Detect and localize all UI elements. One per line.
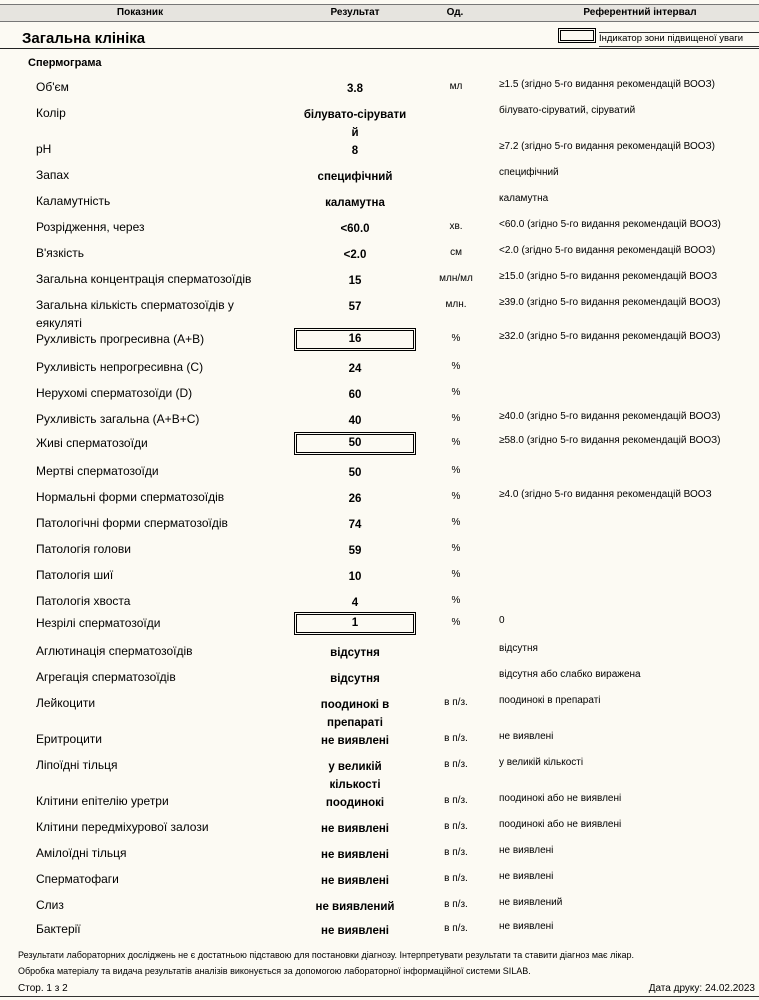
row-reference: каламутна — [499, 193, 549, 204]
row-name: Загальна кількість сперматозоїдів у еякуляті — [36, 298, 234, 330]
row-value: не виявлені — [321, 925, 389, 937]
footer-divider — [0, 996, 759, 997]
row-value: 15 — [348, 275, 362, 287]
row-value: 24 — [348, 363, 362, 375]
row-value: білувато-сірувати й — [303, 109, 407, 139]
row-unit: в п/з. — [444, 821, 468, 832]
attention-indicator-label: Індикатор зони підвищеної уваги — [599, 32, 759, 47]
row-value: <2.0 — [343, 249, 367, 261]
row-name: Патологічні форми сперматозоїдів — [36, 516, 228, 530]
row-reference: не виявлені — [499, 921, 554, 932]
row-reference: відсутня — [499, 643, 538, 654]
row-value: 10 — [348, 571, 362, 583]
section-title: Загальна клініка — [22, 30, 146, 47]
row-reference: ≥4.0 (згідно 5-го видання рекомендацій ВООЗ — [499, 489, 712, 500]
row-name: Патологія голови — [36, 542, 131, 556]
row-value: 40 — [348, 415, 362, 427]
row-name: Запах — [36, 168, 70, 182]
page-number: Стор. 1 з 2 — [18, 983, 68, 994]
row-value: відсутня — [330, 647, 380, 659]
row-unit: в п/з. — [444, 759, 468, 770]
row-reference: <2.0 (згідно 5-го видання рекомендацій ВООЗ) — [499, 245, 716, 256]
row-unit: % — [451, 569, 461, 580]
row-name: Патологія хвоста — [36, 594, 131, 608]
row-value: 59 — [348, 545, 362, 557]
header-name: Показник — [116, 7, 164, 18]
row-name: Слиз — [36, 898, 64, 912]
row-unit: % — [451, 543, 461, 554]
row-unit: в п/з. — [444, 873, 468, 884]
row-reference: поодинокі або не виявлені — [499, 793, 622, 804]
row-value: 8 — [351, 145, 359, 157]
row-name: Каламутність — [36, 194, 111, 208]
row-name: Загальна концентрація сперматозоїдів — [36, 272, 252, 286]
row-unit: млн/мл — [439, 273, 473, 284]
row-name: Патологія шиї — [36, 568, 114, 582]
header-ref: Референтний інтервал — [583, 7, 697, 18]
row-unit: в п/з. — [444, 899, 468, 910]
row-reference: ≥32.0 (згідно 5-го видання рекомендацій ВООЗ) — [499, 331, 721, 342]
footer-disclaimer: Результати лабораторних досліджень не є достатньою підставою для постановки діагнозу. Інтерпретувати результати та ставити діагноз має лікар. — [18, 950, 635, 960]
footer-system-note: Обробка матеріалу та видача результатів аналізів виконується за допомогою лабораторної інформаційної системи SILAB. — [18, 966, 531, 976]
row-reference: білувато-сіруватий, сіруватий — [499, 105, 636, 116]
row-name: Сперматофаги — [36, 872, 119, 886]
row-reference: <60.0 (згідно 5-го видання рекомендацій ВООЗ) — [499, 219, 721, 230]
row-name: Лейкоцити — [36, 696, 96, 710]
row-value: поодинокі в препараті — [320, 699, 390, 729]
row-name: Мертві сперматозоїди — [36, 464, 159, 478]
row-unit: см — [450, 247, 462, 258]
row-reference: поодинокі або не виявлені — [499, 819, 622, 830]
row-unit: % — [451, 413, 461, 424]
row-unit: % — [451, 491, 461, 502]
row-value: не виявлений — [315, 901, 395, 913]
row-value: 74 — [348, 519, 362, 531]
table-header — [0, 4, 759, 22]
row-reference: ≥1.5 (згідно 5-го видання рекомендацій ВООЗ) — [499, 79, 715, 90]
row-value: у великій кількості — [328, 761, 382, 791]
subsection-title: Спермограма — [28, 57, 102, 69]
row-unit: % — [451, 437, 461, 448]
row-value: не виявлені — [321, 849, 389, 861]
row-name: Рухливість непрогресивна (C) — [36, 360, 204, 374]
row-value: специфічний — [317, 171, 393, 183]
row-reference: не виявлені — [499, 731, 554, 742]
row-reference: не виявлені — [499, 845, 554, 856]
row-unit: млн. — [445, 299, 467, 310]
row-value: 50 — [348, 467, 362, 479]
row-reference: не виявлений — [499, 897, 563, 908]
row-name: Еритроцити — [36, 732, 102, 746]
row-name: Рухливість загальна (A+B+C) — [36, 412, 200, 426]
row-reference: ≥15.0 (згідно 5-го видання рекомендацій ВООЗ — [499, 271, 718, 282]
row-value: <60.0 — [340, 223, 370, 235]
row-value-flagged: 16 — [294, 328, 416, 351]
row-reference: ≥39.0 (згідно 5-го видання рекомендацій ВООЗ) — [499, 297, 721, 308]
row-name: В'язкість — [36, 246, 84, 260]
row-name: Живі сперматозоїди — [36, 436, 148, 450]
row-name: Бактерії — [36, 922, 81, 936]
row-reference: поодинокі в препараті — [499, 695, 601, 706]
row-value-flagged: 1 — [294, 612, 416, 635]
row-name: Об'єм — [36, 80, 69, 94]
row-value: не виявлені — [321, 823, 389, 835]
row-name: Аглютинація сперматозоїдів — [36, 644, 193, 658]
row-value: 60 — [348, 389, 362, 401]
header-unit: Од. — [446, 7, 464, 18]
print-date: Дата друку: 24.02.2023 — [648, 983, 755, 994]
row-reference: не виявлені — [499, 871, 554, 882]
row-unit: в п/з. — [444, 795, 468, 806]
row-name: Амілоїдні тільця — [36, 846, 127, 860]
row-name: Клітини епітелію уретри — [36, 794, 169, 808]
row-unit: % — [451, 361, 461, 372]
row-value: відсутня — [330, 673, 380, 685]
row-unit: % — [451, 617, 461, 628]
row-unit: % — [451, 595, 461, 606]
row-value: не виявлені — [321, 735, 389, 747]
row-reference: ≥58.0 (згідно 5-го видання рекомендацій ВООЗ) — [499, 435, 721, 446]
row-unit: % — [451, 517, 461, 528]
row-unit: в п/з. — [444, 733, 468, 744]
row-name: Рухливість прогресивна (A+B) — [36, 332, 205, 346]
row-reference: відсутня або слабко виражена — [499, 669, 641, 680]
row-value: каламутна — [325, 197, 385, 209]
row-value: не виявлені — [321, 875, 389, 887]
row-reference: ≥40.0 (згідно 5-го видання рекомендацій ВООЗ) — [499, 411, 721, 422]
row-unit: % — [451, 387, 461, 398]
row-reference: 0 — [499, 615, 505, 626]
row-value: 26 — [348, 493, 362, 505]
header-result: Результат — [330, 7, 380, 18]
row-value: поодинокі — [325, 797, 385, 809]
row-reference: ≥7.2 (згідно 5-го видання рекомендацій ВООЗ) — [499, 141, 715, 152]
row-unit: хв. — [449, 221, 463, 232]
row-name: Нормальні форми сперматозоїдів — [36, 490, 225, 504]
row-unit: % — [451, 333, 461, 344]
row-name: Колір — [36, 106, 66, 120]
row-value-flagged: 50 — [294, 432, 416, 455]
row-unit: % — [451, 465, 461, 476]
row-unit: в п/з. — [444, 847, 468, 858]
row-name: Агрегація сперматозоїдів — [36, 670, 176, 684]
row-value: 57 — [348, 301, 362, 313]
row-name: Клітини передміхурової залози — [36, 820, 209, 834]
row-value: 3.8 — [347, 83, 363, 95]
row-unit: в п/з. — [444, 697, 468, 708]
row-name: Нерухомі сперматозоїди (D) — [36, 386, 193, 400]
row-unit: в п/з. — [444, 923, 468, 934]
attention-indicator-box — [558, 28, 596, 43]
row-name: Незрілі сперматозоїди — [36, 616, 161, 630]
row-name: pH — [36, 142, 52, 156]
row-name: Розрідження, через — [36, 220, 145, 234]
row-reference: у великій кількості — [499, 757, 584, 768]
row-value: 4 — [351, 597, 359, 609]
row-name: Ліпоїдні тільця — [36, 758, 118, 772]
row-reference: специфічний — [499, 167, 559, 178]
section-divider — [0, 48, 759, 49]
row-unit: мл — [449, 81, 463, 92]
